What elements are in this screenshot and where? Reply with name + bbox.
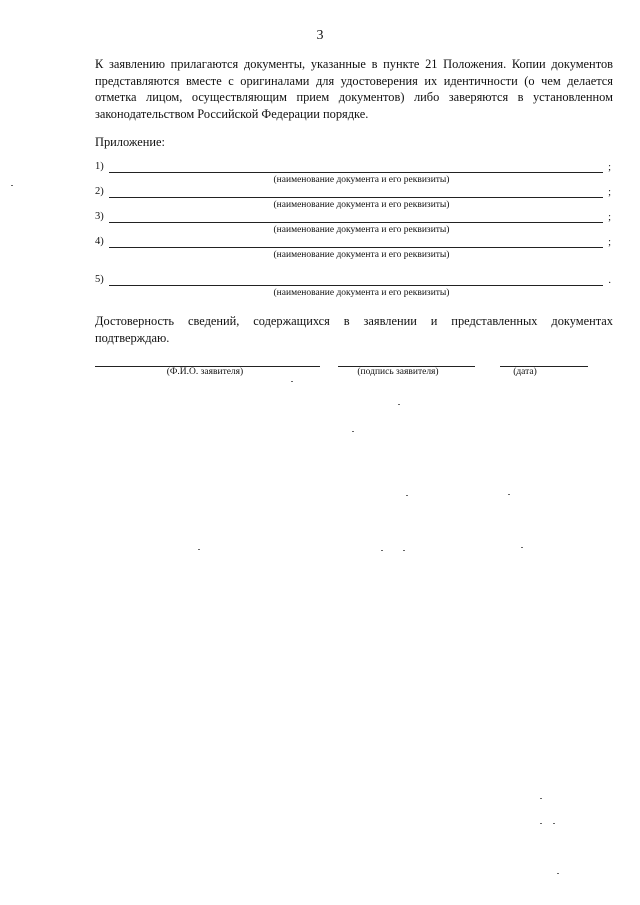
- page-number: 3: [316, 28, 324, 43]
- scan-speck: [291, 381, 293, 382]
- item-caption: (наименование документа и его реквизиты): [273, 288, 450, 298]
- scan-speck: [352, 431, 354, 432]
- appendix-item-1: [95, 161, 613, 187]
- item-caption: (наименование документа и его реквизиты): [273, 175, 450, 185]
- scan-speck: [521, 547, 523, 548]
- item-fill-line: [109, 285, 603, 286]
- item-number: 3): [95, 211, 104, 222]
- signature-label: (подпись заявителя): [357, 367, 439, 377]
- item-caption: (наименование документа и его реквизиты): [273, 250, 450, 260]
- scan-speck: [553, 823, 555, 824]
- scan-speck: [403, 550, 405, 551]
- scan-speck: [508, 494, 510, 495]
- appendix-item-3: [95, 211, 613, 237]
- appendix-item-5: [95, 274, 613, 300]
- item-end-mark: ;: [608, 187, 611, 198]
- intro-paragraph: К заявлению прилагаются документы, указанные в пункте 21 Положения. Копии документов представляются вместе с оригиналами для удостоверения их идентичности (о чем делается отметка лицом, осуществляющим прием документов) либо заверяются в установленном законодательством Российской Федерации порядке.: [95, 57, 613, 121]
- scan-speck: [557, 873, 559, 874]
- scan-speck: [540, 823, 542, 824]
- item-number: 4): [95, 236, 104, 247]
- certification-statement: Достоверность сведений, содержащихся в заявлении и представленных документах подтверждаю.: [95, 314, 613, 345]
- item-end-mark: .: [608, 275, 611, 286]
- scan-speck: [198, 549, 200, 550]
- item-end-mark: ;: [608, 162, 611, 173]
- item-caption: (наименование документа и его реквизиты): [273, 200, 450, 210]
- item-caption: (наименование документа и его реквизиты): [273, 225, 450, 235]
- item-fill-line: [109, 247, 603, 248]
- item-number: 1): [95, 161, 104, 172]
- name-label: (Ф.И.О. заявителя): [166, 367, 244, 377]
- appendix-item-2: [95, 186, 613, 212]
- scan-speck: [11, 185, 13, 186]
- scan-speck: [540, 798, 542, 799]
- appendix-title: Приложение:: [95, 135, 165, 149]
- appendix-item-4: [95, 236, 613, 262]
- item-end-mark: ;: [608, 212, 611, 223]
- item-fill-line: [109, 222, 603, 223]
- scan-speck: [381, 550, 383, 551]
- item-fill-line: [109, 172, 603, 173]
- item-number: 5): [95, 274, 104, 285]
- date-label: (дата): [513, 367, 537, 377]
- scan-speck: [398, 404, 400, 405]
- item-fill-line: [109, 197, 603, 198]
- item-end-mark: ;: [608, 237, 611, 248]
- item-number: 2): [95, 186, 104, 197]
- scan-speck: [406, 495, 408, 496]
